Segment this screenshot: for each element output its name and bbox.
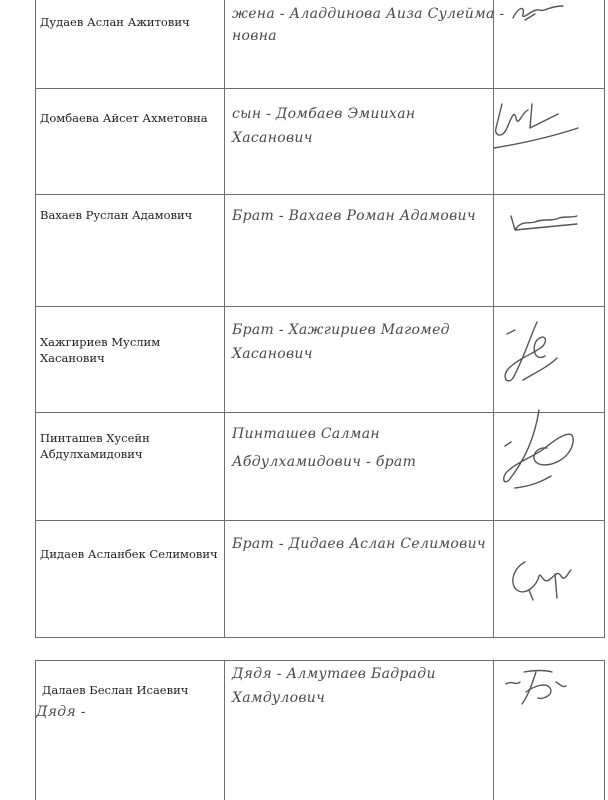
signature-mark xyxy=(488,98,588,158)
relative-entry-line1: жена - Аладдинова Аиза Сулейма - xyxy=(232,6,505,22)
signature-mark xyxy=(500,664,580,710)
person-name: Вахаев Руслан Адамович xyxy=(40,208,193,222)
relative-entry-line2: Хамдулович xyxy=(232,690,326,706)
person-name-note: Дядя - xyxy=(36,704,86,720)
row-divider xyxy=(35,520,605,521)
relative-entry-line1: Пинташев Салман xyxy=(232,426,380,442)
relative-entry-line2: Хасанович xyxy=(232,346,313,362)
table-border-right xyxy=(604,0,605,638)
person-name: Дудаев Аслан Ажитович xyxy=(40,15,190,29)
row-divider xyxy=(35,306,605,307)
table-border-bottom xyxy=(35,637,605,638)
person-name-line1: Хажгириев Муслим xyxy=(40,335,161,349)
row-divider xyxy=(35,88,605,89)
table-border-right xyxy=(604,660,605,800)
signature-mark xyxy=(503,540,583,606)
person-name-line2: Абдулхамидович xyxy=(40,447,143,461)
column-divider-1 xyxy=(224,660,225,800)
relative-entry-line1: Дядя - Алмутаев Бадради xyxy=(232,666,436,682)
person-name: Далаев Беслан Исаевич xyxy=(42,683,189,697)
table-border-left xyxy=(35,660,36,800)
person-name: Домбаева Айсет Ахметовна xyxy=(40,111,208,125)
relative-entry-line2: Хасанович xyxy=(232,130,313,146)
signature-mark xyxy=(505,206,585,236)
relative-entry-line1: Брат - Хажгириев Магомед xyxy=(232,322,450,338)
row-divider xyxy=(35,194,605,195)
column-divider-1 xyxy=(224,0,225,638)
person-name: Дидаев Асланбек Селимович xyxy=(40,547,218,561)
signature-mark xyxy=(493,316,573,388)
relative-entry-line1: сын - Домбаев Эмиихан xyxy=(232,106,416,122)
relative-entry-line2: новна xyxy=(232,28,277,44)
person-name-line1: Пинташев Хусейн xyxy=(40,431,150,445)
signature-mark xyxy=(505,0,575,30)
relative-entry-line1: Брат - Вахаев Роман Адамович xyxy=(232,208,476,224)
person-name-line2: Хасанович xyxy=(40,351,105,365)
table-border-left xyxy=(35,0,36,638)
relative-entry-line1: Брат - Дидаев Аслан Селимович xyxy=(232,536,486,552)
relative-entry-line2: Абдулхамидович - брат xyxy=(232,454,417,470)
table-border-top xyxy=(35,660,605,661)
column-divider-2 xyxy=(493,660,494,800)
signature-mark xyxy=(495,406,585,498)
